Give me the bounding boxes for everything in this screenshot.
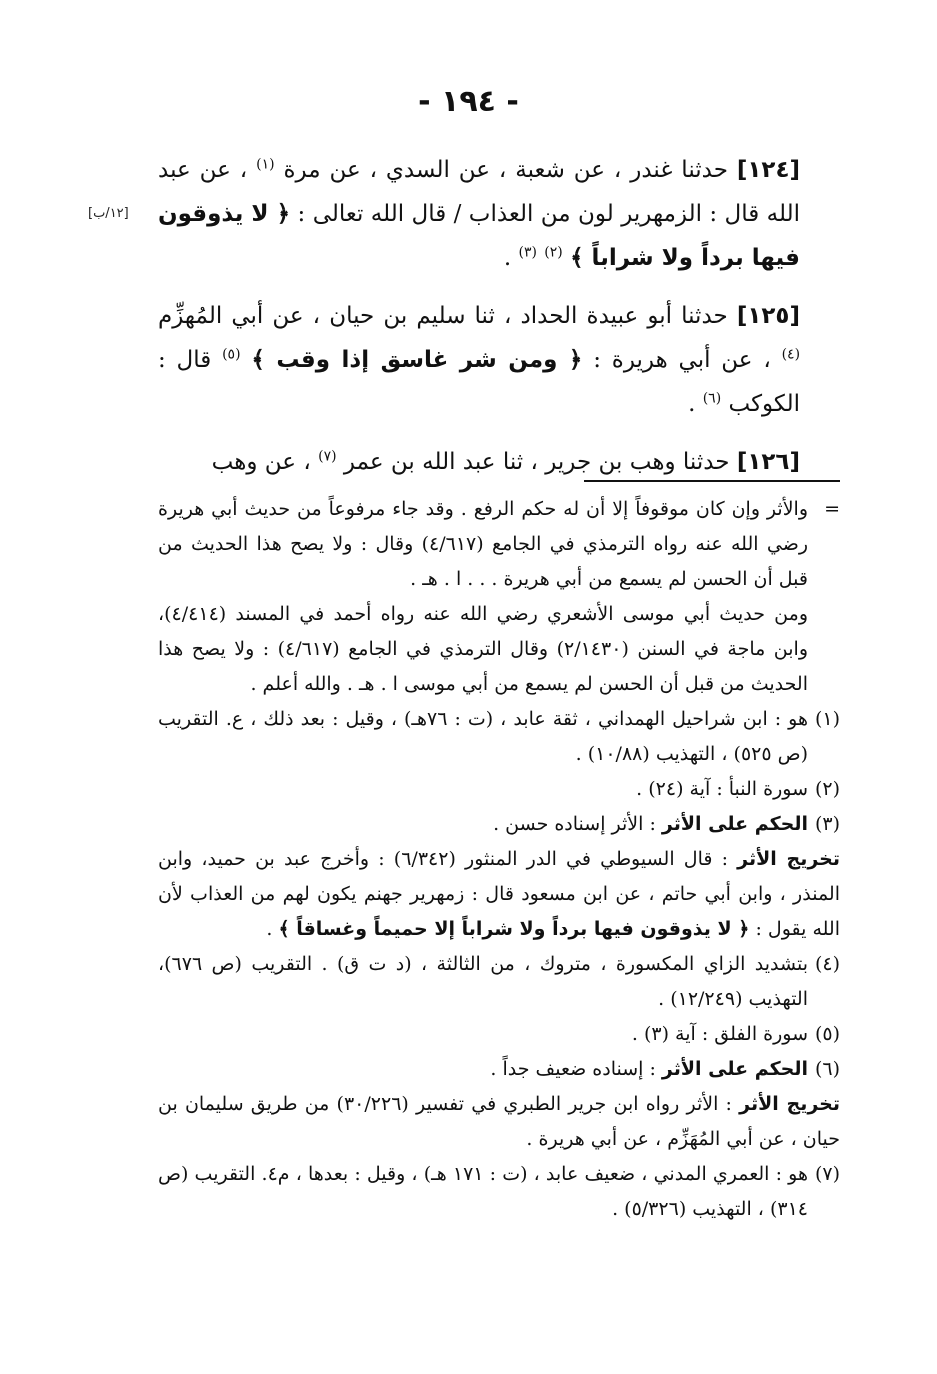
footnote-number: (٣) xyxy=(814,813,840,835)
footnotes xyxy=(158,492,840,1227)
footnote-2 xyxy=(158,772,840,807)
footnote-text: هو : العمري المدني ، ضعيف عابد ، (ت : ١٧١ هـ) ، وقيل : بعدها ، م٤. التقريب (ص ٣١٤) ، التهذيب (٥/٣٢٦) . xyxy=(158,1163,808,1220)
footnote-1 xyxy=(158,702,840,772)
page-number: - ١٩٤ - xyxy=(418,84,519,119)
footnote-ref: (٥) xyxy=(222,346,241,363)
quran-verse: ﴿ ومن شر غاسق إذا وقب ﴾ xyxy=(251,347,583,373)
narration-text: حدثنا غندر ، عن شعبة ، عن السدي ، عن مرة xyxy=(283,157,728,183)
footnote-text: ومن حديث أبي موسى الأشعري رضي الله عنه رواه أحمد في المسند (٤/٤١٤)، وابن ماجة في السنن (٢/١٤٣٠) وقال الترمذي في الجامع (٤/٦١٧) : ولا يصح هذا الحديث من قبل أن الحسن لم يسمع من أبي موسى ا . هـ . والله أعلم . xyxy=(158,603,808,695)
footnote-6-takhrij xyxy=(158,1087,840,1157)
narration-end: . xyxy=(688,391,696,417)
footnote-text: : قال السيوطي في الدر المنثور (٦/٣٤٢) : وأخرج عبد بن حميد، وابن المنذر ، وابن أبي حاتم ، عن ابن مسعود قال : زمهرير جهنم يكون لهم من العذاب لأن الله يقول : xyxy=(158,848,840,940)
narration-text: حدثنا وهب بن جرير ، ثنا عبد الله بن عمر xyxy=(343,449,730,475)
quran-verse: ﴿ لا يذوقون فيها برداً ولا شراباً ﴾ xyxy=(158,201,800,271)
footnote-text: سورة النبأ : آية (٢٤) . xyxy=(636,778,808,800)
narration-text: ، عن عبد الله قال : الزمهرير لون من العذاب / قال الله تعالى : xyxy=(158,157,801,227)
quran-verse: ﴿ لا يذوقون فيها برداً ولا شراباً إلا حميماً وغساقاً ﴾ xyxy=(278,918,750,940)
manuscript-folio-mark: [١٢/ب] xyxy=(88,206,129,221)
narration-text: ، عن وهب xyxy=(211,449,311,475)
narration-number: [١٢٤] xyxy=(736,157,801,183)
footnote-text: : الأثر رواه ابن جرير الطبري في تفسير (٣٠/٢٢٦) من طريق سليمان بن حيان ، عن أبي المُهَزِّم ، عن أبي هريرة . xyxy=(158,1093,840,1150)
footnote-text: والأثر وإن كان موقوفاً إلا أن له حكم الرفع . وقد جاء مرفوعاً من حديث أبي هريرة رضي الله عنه رواه الترمذي في الجامع (٤/٦١٧) وقال : ولا يصح هذا الحديث من قبل أن الحسن لم يسمع من أبي هريرة . . . ا . هـ . xyxy=(158,498,808,590)
footnote-end: . xyxy=(266,918,273,940)
footnote-text: سورة الفلق : آية (٣) . xyxy=(631,1023,808,1045)
footnote-3-takhrij xyxy=(158,842,840,947)
footnote-continuation xyxy=(158,492,840,702)
ruling-label: الحكم على الأثر xyxy=(661,813,808,835)
footnote-number: (١) xyxy=(814,708,840,730)
footnote-number: (٢) xyxy=(814,778,840,800)
narration-number: [١٢٦] xyxy=(736,449,800,475)
ruling-label: الحكم على الأثر xyxy=(661,1058,808,1080)
footnote-number: (٦) xyxy=(814,1058,840,1080)
footnote-ref: (٤) xyxy=(781,346,801,363)
footnote-number: (٥) xyxy=(814,1023,840,1045)
footnote-4 xyxy=(158,947,840,1017)
footnote-ref: (٣) xyxy=(518,244,537,261)
narration-number: [١٢٥] xyxy=(736,303,800,329)
narration-end: . xyxy=(503,245,512,271)
narration-text: حدثنا أبو عبيدة الحداد ، ثنا سليم بن حيان ، عن أبي المُهزِّم xyxy=(158,303,728,329)
footnote-text: : الأثر إسناده حسن . xyxy=(493,813,656,835)
footnote-number: (٤) xyxy=(814,953,840,975)
footnote-text: بتشديد الزاي المكسورة ، متروك ، من الثالثة ، (د ت ق) . التقريب (ص ٦٧٦)، التهذيب (١٢/٢٤٩) . xyxy=(158,953,808,1010)
takhrij-label: تخريج الأثر xyxy=(737,848,840,870)
narration-124 xyxy=(158,148,840,280)
narration-text: قال : الكوكب xyxy=(158,347,800,417)
footnote-text: هو : ابن شراحيل الهمداني ، ثقة عابد ، (ت : ٧٦هـ) ، وقيل : بعد ذلك ، ع. التقريب (ص ٥٢٥) ، التهذيب (١٠/٨٨) . xyxy=(158,708,808,765)
footnote-3 xyxy=(158,807,840,842)
narration-125 xyxy=(158,294,840,426)
footnote-ref: (٧) xyxy=(318,448,337,465)
continuation-mark: = xyxy=(824,498,840,520)
footnote-7 xyxy=(158,1157,840,1227)
footnote-5 xyxy=(158,1017,840,1052)
footnote-divider xyxy=(584,480,840,482)
narration-text: ، عن أبي هريرة : xyxy=(593,347,771,373)
footnote-6 xyxy=(158,1052,840,1087)
footnote-ref: (٦) xyxy=(702,390,722,407)
footnote-number: (٧) xyxy=(814,1163,840,1185)
main-text xyxy=(158,148,840,498)
footnote-text: : إسناده ضعيف جداً . xyxy=(490,1058,656,1080)
narration-126 xyxy=(158,440,840,484)
footnote-ref: (١) xyxy=(256,156,275,173)
takhrij-label: تخريج الأثر xyxy=(739,1093,840,1115)
footnote-ref: (٢) xyxy=(544,244,563,261)
